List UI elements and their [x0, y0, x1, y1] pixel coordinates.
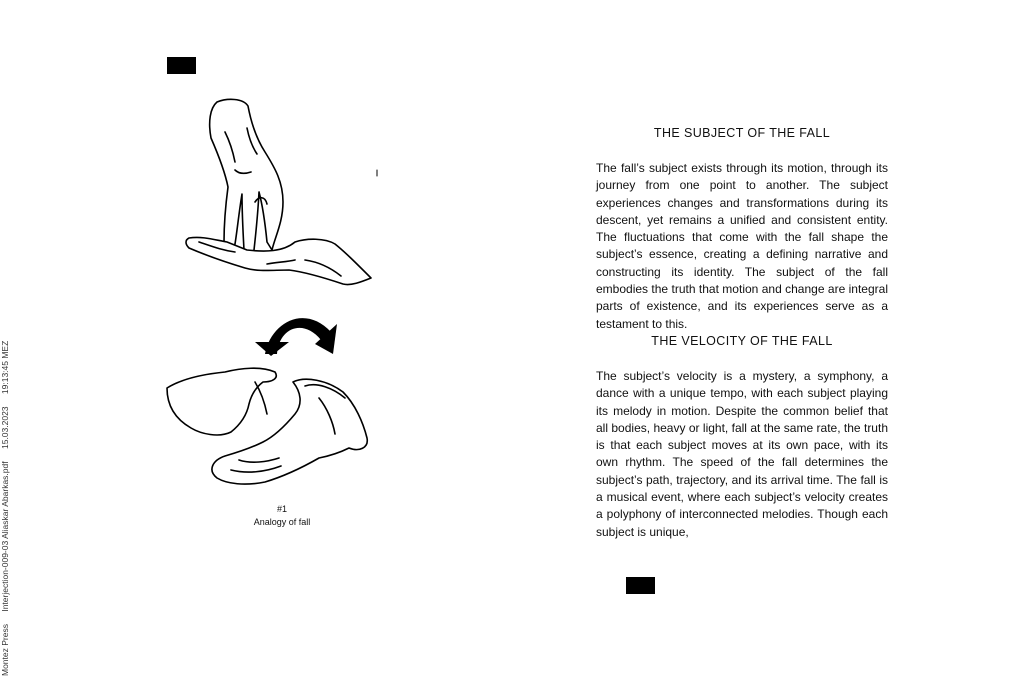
text-column	[596, 125, 888, 541]
figure-number: #1	[276, 504, 287, 514]
exchanging-hands-drawing	[167, 368, 367, 484]
section-heading-velocity: THE VELOCITY OF THE FALL	[651, 333, 833, 348]
time-label: 19:13:45 MEZ	[0, 340, 10, 395]
curved-arrow-icon	[255, 318, 337, 356]
pointing-hand-drawing	[210, 99, 283, 254]
date-label: 15.03.2023	[0, 406, 10, 450]
figure-caption	[226, 503, 338, 529]
print-info-strip	[0, 316, 12, 676]
figure-caption-text: Analogy of fall	[253, 517, 311, 527]
hands-illustration	[155, 92, 380, 492]
file-label: Interjection-009-03 Aliaskar Abarkas.pdf	[0, 461, 10, 612]
publisher-label: Montez Press	[0, 624, 10, 676]
section-body-velocity: The subject’s velocity is a mystery, a symphony, a dance with a unique tempo, with each subject playing its melody in motion. Despite the common belief that all bodies, heavy or light, fall at the same rate, the truth is that each subject moves at its own pace, with its own rhythm. The speed of the fall determines the subject’s path, trajectory, and its arrival time. The fall is a musical event, where each subject’s velocity creates a polyphony of interconnected melodies. Though each subject is unique,	[596, 368, 888, 539]
page-marker-top	[167, 57, 196, 74]
section-body-subject: The fall’s subject exists through its motion, through its journey from one point to another. The subject experiences changes and transformations during its descent, yet remains a unified and consistent entity. The fluctuations that come with the fall shape the subject’s essence, creating a defining narrative and constructing its identity. The subject of the fall embodies the truth that motion and change are integral parts of existence, and its experiences serve as a testament to this.	[596, 161, 888, 331]
open-palm-drawing	[186, 237, 371, 284]
section-heading-subject: THE SUBJECT OF THE FALL	[653, 126, 831, 140]
page-marker-bottom	[626, 577, 655, 594]
